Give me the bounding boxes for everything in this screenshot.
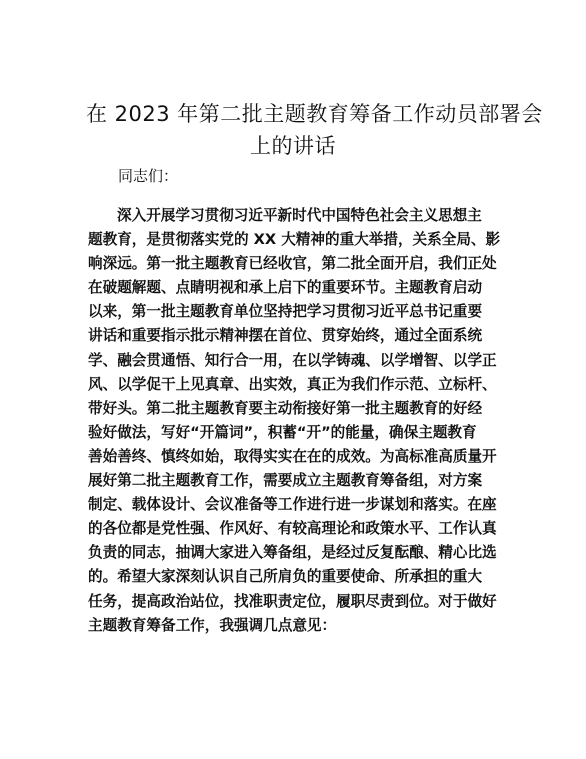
body-line: 的各位都是党性强、作风好、有较高理论和政策水平、工作认真 xyxy=(88,520,497,538)
body-line: 负责的同志，抽调大家进入筹备组，是经过反复酝酿、精心比选 xyxy=(88,544,497,562)
body-line: 深入开展学习贯彻习近平新时代中国特色社会主义思想主 xyxy=(117,207,482,224)
body-line: 讲话和重要指示批示精神摆在首位、贯穿始终，通过全面系统 xyxy=(88,327,483,345)
body-line: 题教育，是贯彻落实党的 XX 大精神的重大举措，关系全局、影 xyxy=(88,231,500,249)
title-line: 在 2023 年第二批主题教育筹备工作动员部署会 xyxy=(86,102,543,126)
body-line: 在破题解题、点睛明视和承上启下的重要环节。主题教育启动 xyxy=(88,279,483,297)
body-line: 的。希望大家深刻认识自己所肩负的重要使命、所承担的重大 xyxy=(88,568,483,586)
body-line: 展好第二批主题教育工作，需要成立主题教育筹备组，对方案 xyxy=(88,472,483,490)
body-line: 主题教育筹备工作，我强调几点意见： xyxy=(88,616,337,634)
body-line: 验好做法，写好“开篇词”，积蓄“开”的能量，确保主题教育 xyxy=(88,423,477,441)
body-paragraph xyxy=(88,204,500,638)
body-line: 响深远。第一批主题教育已经收官，第二批全面开启，我们正处 xyxy=(88,255,497,273)
document-title xyxy=(86,98,543,162)
body-line: 学、融会贯通悟、知行合一用，在以学铸魂、以学增智、以学正 xyxy=(88,351,497,369)
body-line: 以来，第一批主题教育单位坚持把学习贯彻习近平总书记重要 xyxy=(88,303,483,321)
salutation: 同志们： xyxy=(118,167,179,185)
body-line: 风、以学促干上见真章、出实效，真正为我们作示范、立标杆、 xyxy=(88,375,497,393)
title-line: 上的讲话 xyxy=(250,134,336,158)
body-line: 任务，提高政治站位，找准职责定位，履职尽责到位。对于做好 xyxy=(88,592,497,610)
body-line: 制定、载体设计、会议准备等工作进行进一步谋划和落实。在座 xyxy=(88,496,497,514)
body-line: 带好头。第二批主题教育要主动衔接好第一批主题教育的好经 xyxy=(88,399,483,417)
body-line: 善始善终、慎终如始，取得实实在在的成效。为高标准高质量开 xyxy=(88,447,497,465)
